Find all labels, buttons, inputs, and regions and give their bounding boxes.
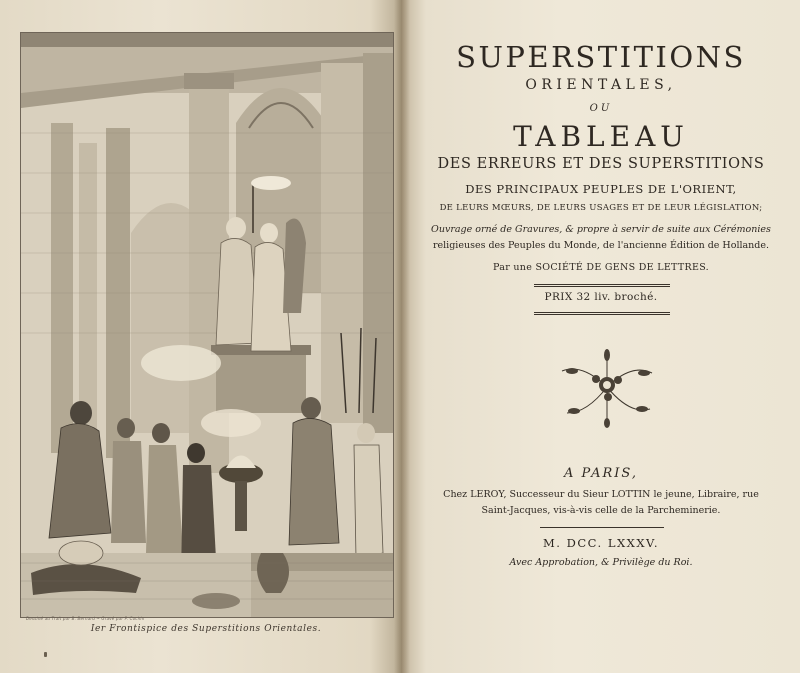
subtitle-line-2: DES PRINCIPAUX PEUPLES DE L'ORIENT, (465, 182, 737, 196)
flower-ornament-icon (552, 343, 662, 431)
description-line-2: religieuses des Peuples du Monde, de l'ancienne Édition de Hollande. (432, 240, 770, 251)
book-gutter (394, 0, 410, 673)
title-line-2: ORIENTALES, (525, 77, 677, 93)
author-line: Par une SOCIÉTÉ DE GENS DE LETTRES. (493, 262, 709, 273)
publisher-line-1: Chez LEROY, Successeur du Sieur LOTTIN le jeune, Libraire, rue (443, 489, 759, 500)
imprint-date: M. DCC. LXXXV. (543, 536, 659, 550)
ink-mark (44, 652, 47, 657)
engraver-credit: Dessiné au Trait par B. Bernard ~ Gravé par P. Cochin (26, 616, 145, 621)
description-line-1: Ouvrage orné de Gravures, & propre à servir de suite aux Cérémonies (431, 224, 771, 235)
publisher-line-2: Saint-Jacques, vis-à-vis celle de la Parcheminerie. (481, 505, 721, 516)
title-line-3: TABLEAU (513, 120, 689, 153)
date-rule-top (540, 527, 664, 528)
frontispiece-engraving (20, 32, 394, 618)
frontispiece-caption: Ier Frontispice des Superstitions Orientales. (90, 624, 322, 634)
subtitle-line-1: DES ERREURS ET DES SUPERSTITIONS (437, 156, 765, 172)
title-line-1: SUPERSTITIONS (456, 40, 746, 74)
right-page (402, 0, 800, 673)
price-rule-bottom (534, 312, 670, 315)
privilege-line: Avec Approbation, & Privilège du Roi. (509, 557, 693, 568)
title-conjunction: OU (589, 103, 613, 114)
price-line: PRIX 32 liv. broché. (544, 291, 658, 303)
price-rule-top (534, 284, 670, 287)
imprint-place: A PARIS, (564, 466, 638, 481)
subtitle-line-3: DE LEURS MŒURS, DE LEURS USAGES ET DE LEUR LÉGISLATION; (439, 203, 763, 213)
